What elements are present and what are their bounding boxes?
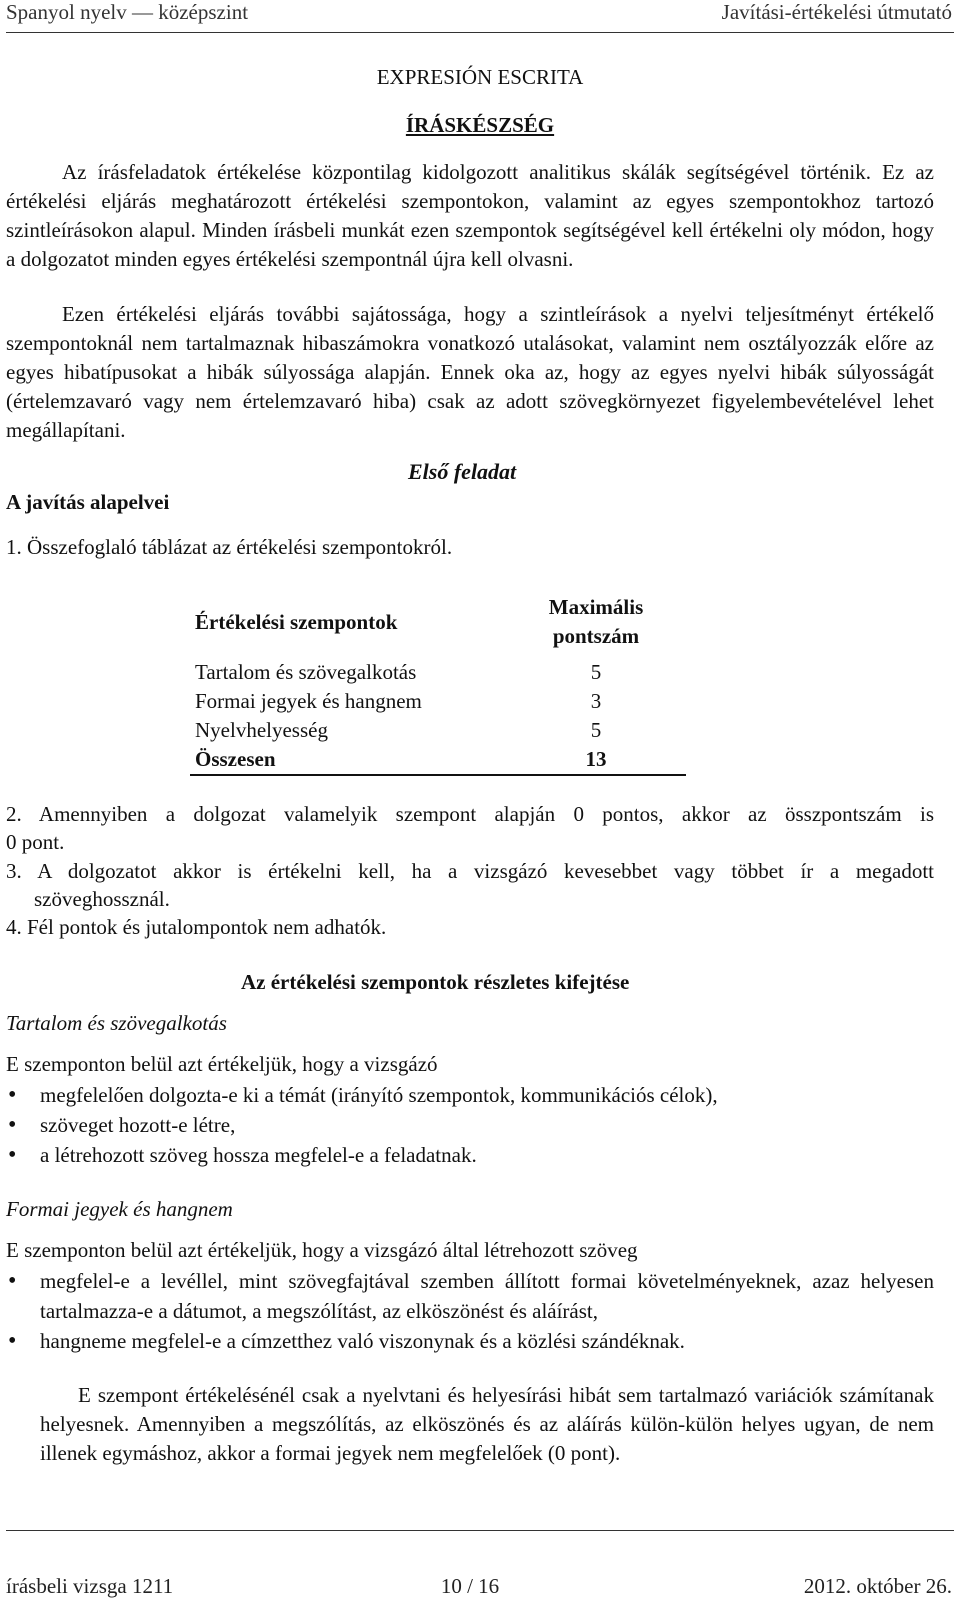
table-header-row	[190, 586, 686, 658]
point-2-line-1: 2. Amennyiben a dolgozat valamelyik szempont alapján 0 pontos, akkor az összpontszám is	[6, 802, 934, 826]
section-heading: A javítás alapelvei	[6, 490, 170, 514]
footer-right: 2012. október 26.	[803, 1574, 952, 1598]
table-row	[190, 658, 686, 687]
header-max-line1: Maximális	[548, 595, 644, 619]
title-hungarian: ÍRÁSKÉSZSÉG	[405, 113, 555, 137]
row-label: Tartalom és szövegalkotás	[195, 660, 417, 684]
header-right: Javítási-értékelési útmutató	[721, 0, 952, 24]
intro-paragraph-2: Ezen értékelési eljárás további sajátossága, hogy a szintleírások a nyelvi teljesítményt értékelő szempontoknál nem tartalmaznak hibaszámokra vonatkozó utalásokat, valamint nem osztályozzák előre az egyes hibatípusokat a hibák súlyossága alapján. Ennek oka az, hogy az egyes nyelvi hibák súlyosságát (értelemzavaró vagy nem értelemzavaró hiba) csak az adott szövegkörnyezet figyelembevételével lehet megállapítani.	[6, 302, 934, 442]
point-2-line-2: 0 pont.	[6, 830, 65, 854]
table-row	[190, 716, 686, 745]
task-title: Első feladat	[408, 459, 517, 484]
footer-rule	[6, 1530, 954, 1531]
point-4: 4. Fél pontok és jutalompontok nem adhatók.	[6, 915, 387, 939]
list-item: • megfelel-e a levéllel, mint szövegfajtával szemben állított formai követelményeknek, azaz helyesen tartalmazza-e a dátumot, a megszólítást, az elköszönést és aláírást,	[6, 1266, 934, 1326]
point-3-line-1: 3. A dolgozatot akkor is értékelni kell, ha a vizsgázó kevesebbet vagy többet ír a megadott	[6, 859, 934, 883]
header-rule	[6, 32, 954, 33]
row-value: 5	[590, 660, 602, 684]
row-label: Formai jegyek és hangnem	[195, 689, 422, 713]
total-value: 13	[506, 745, 686, 775]
details-heading: Az értékelési szempontok részletes kifejtése	[241, 970, 630, 994]
form-bullet-list	[6, 1266, 934, 1356]
row-value: 3	[590, 689, 602, 713]
intro-paragraph-1: Az írásfeladatok értékelése központilag kidolgozott analitikus skálák segítségével történik. Ez az értékelési eljárás meghatározott értékelési szempontokon, valamint az egyes szempontokhoz tartozó szintleírásokon alapul. Minden írásbeli munkát ezen szempontok segítségével kell értékelni oly módon, hogy a dolgozatot minden egyes értékelési szempontnál újra kell olvasni.	[6, 160, 934, 271]
content-bullet-list	[6, 1080, 934, 1170]
list-item: • hangneme megfelel-e a címzetthez való viszonynak és a közlési szándéknak.	[6, 1326, 934, 1356]
content-section-lead: E szemponton belül azt értékeljük, hogy a vizsgázó	[6, 1052, 438, 1076]
table-row	[190, 687, 686, 716]
form-section-note: E szempont értékelésénél csak a nyelvtani és helyesírási hibát sem tartalmazó variációk számítanak helyesnek. Amennyiben a megszólítás, az elköszönés és az aláírás külön-külön helyes ugyan, de nem illenek egymáshoz, akkor a formai jegyek nem megfelelőek (0 pont).	[40, 1383, 934, 1465]
footer-left: írásbeli vizsga 1211	[6, 1574, 174, 1598]
form-section-lead: E szemponton belül azt értékeljük, hogy a vizsgázó által létrehozott szöveg	[6, 1238, 638, 1262]
title-spanish: EXPRESIÓN ESCRITA	[376, 65, 584, 89]
point-3-line-2: szöveghossznál.	[34, 887, 170, 911]
header-max-points	[506, 586, 686, 658]
footer-page-number: 10 / 16	[440, 1574, 500, 1598]
form-section-title: Formai jegyek és hangnem	[6, 1197, 233, 1221]
content-section-title: Tartalom és szövegalkotás	[6, 1011, 227, 1035]
list-item: • megfelelően dolgozta-e ki a témát (irányító szempontok, kommunikációs célok),	[6, 1080, 934, 1110]
point-1: 1. Összefoglaló táblázat az értékelési szempontokról.	[6, 535, 453, 559]
header-max-line2: pontszám	[552, 624, 640, 648]
table-total-row	[190, 745, 686, 775]
header-criteria: Értékelési szempontok	[195, 609, 398, 634]
criteria-table	[190, 586, 686, 776]
row-label: Nyelvhelyesség	[195, 718, 328, 742]
list-item: • a létrehozott szöveg hossza megfelel-e a feladatnak.	[6, 1140, 934, 1170]
row-value: 5	[590, 718, 602, 742]
header-left: Spanyol nyelv — középszint	[6, 0, 249, 24]
list-item: • szöveget hozott-e létre,	[6, 1110, 934, 1140]
total-label: Összesen	[190, 745, 506, 775]
